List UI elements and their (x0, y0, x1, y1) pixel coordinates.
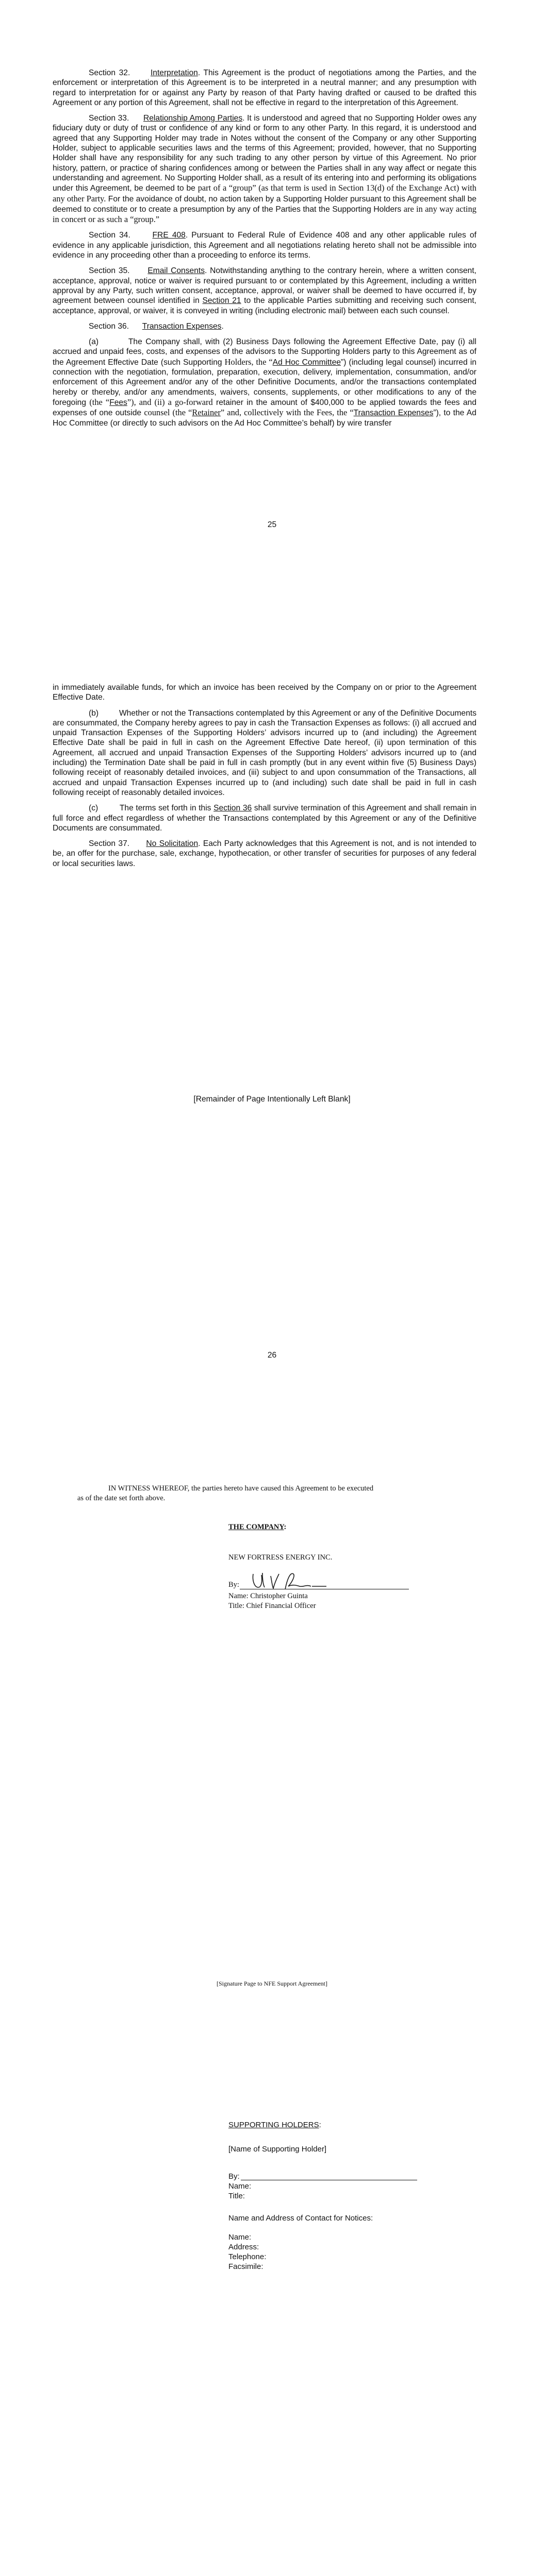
section-36-a-text-5: (the “ (89, 397, 110, 407)
section-32-body: . This Agreement is the product of negotiations among the Parties, and the enforcement or interpretation of this Agreement is to be interpreted in a neutral manner; and any presumption with regard to interpretation for or against any Party by reason of that Party having drafted or caused to be drafted this Agreement or any portion of this Agreement, shall not be effective in regard to the interpretation of this Agreement. (53, 69, 476, 107)
section-34-body: . Pursuant to Federal Rule of Evidence 408 and any other applicable rules of evidence in any applicable jurisdiction, this Agreement and all negotiations relating hereto shall not be admissible into evidence in any proceeding other than a proceeding to enforce its terms. (53, 231, 476, 260)
holder-name-label: Name: (228, 2182, 252, 2191)
supporting-holders-heading-text: SUPPORTING HOLDERS (228, 2121, 319, 2129)
section-33 (53, 113, 476, 225)
section-32-number: Section 32. (89, 69, 130, 77)
section-35-title: Email Consents (147, 266, 205, 276)
by-line (228, 1580, 445, 1591)
section-36: Section 36. Transaction Expenses. (89, 321, 224, 331)
section-37-number: Section 37. (89, 839, 130, 849)
contact-facsimile-label: Facsimile: (228, 2262, 263, 2271)
section-32 (53, 68, 476, 108)
section-36-b-body: Whether or not the Transactions contemplated by this Agreement or any of the Definitive Documents are consummated, the Company hereby agrees to pay in cash the Transaction Expenses as follows: (i) all accrued and unpaid Transaction Expenses of the Supporting Holders’ advisors incurred up to (and including) the Agreement Effective Date shall be paid in full in cash on the Agreement Effective Date hereof, (ii) upon termination of this Agreement, all accrued and unpaid Transaction Expenses of the Supporting Holders’ advisors incurred up to (and including) the Termination Date shall be paid in full in cash promptly (but in any event within five (5) Business Days) following receipt of reasonably detailed invoices, and (iii) subject to and upon consummation of the Transactions, all accrued and unpaid Transaction Expenses incurred up to (and including) such date shall be paid in full in cash following receipt of reasonably detailed invoices. (53, 708, 476, 797)
section-36-b (53, 708, 476, 798)
supporting-holders-signature-page (0, 2040, 544, 2576)
section-32-title: Interpretation (150, 69, 198, 77)
section-33-body-b: part of a “group” (as that term is used in Section 13(d) of the Exchange Act) with any other Party. (53, 183, 476, 204)
remainder-blank-note: [Remainder of Page Intentionally Left Blank] (193, 1095, 351, 1104)
section-36-a-text-1: The Company shall, with (2) Business Days following the Agreement Effective Date, pay (i) all accrued and unpaid fees, costs, and expenses of the advisors to the Supporting Holders party to this Agreement as of the Agreement Effective Date (such Supporting (53, 337, 476, 367)
defined-term-retainer: Retainer (192, 408, 221, 418)
section-37-body: . Each Party acknowledges that this Agreement is not, and is not intended to be, an offer for the purchase, sale, exchange, hypothecation, or other transfer of securities for purposes of any federal or local securities laws. (53, 839, 476, 868)
section-36-a-text-11: ” and, collectively with the Fees, the “ (220, 408, 354, 418)
section-36-a-text-8: retainer in the amount of $400,000 to be applied towards the fees and expenses of one outside (53, 398, 476, 418)
page-26-body (53, 683, 476, 874)
section-36-a-text-7: ”), and (ii) a go-forward (127, 397, 213, 407)
witness-line-2: as of the date set forth above. (77, 1494, 166, 1502)
signatory-title: Title: Chief Financial Officer (228, 1602, 316, 1610)
section-36-c-label: (c) (89, 804, 98, 813)
section-36-a-label: (a) (89, 337, 99, 347)
section-36-a-text-2: Holders, the “ (224, 357, 273, 367)
section-36-number: Section 36. (89, 321, 129, 331)
supporting-holders-heading (228, 2120, 445, 2130)
signature-page-footer: [Signature Page to NFE Support Agreement] (217, 1980, 327, 1987)
page-25 (0, 0, 544, 546)
section-35-body-a: . Notwithstanding anything to the contrary herein, where a written consent, acceptance, approval, notice or waiver is required pursuant to or contemplated by this Agreement, including a written approval by any Party, such written consent, acceptance, approval, or waiver shall be deemed to have occurred if, by agreement between counsel identified in (53, 266, 477, 306)
signatory-name: Name: Christopher Guinta (228, 1592, 308, 1600)
page-number: 25 (267, 520, 277, 529)
section-35-number: Section 35. (89, 266, 130, 276)
contact-name-label: Name: (228, 2233, 252, 2242)
holder-by-line (228, 2172, 445, 2181)
section-34-title: FRE 408 (152, 231, 186, 240)
section-36-reference: Section 36 (213, 804, 252, 813)
company-signature-block (228, 1522, 445, 1611)
company-heading-text: THE COMPANY (228, 1523, 284, 1531)
section-21-reference: Section 21 (202, 296, 241, 306)
section-33-body-a: . It is understood and agreed that no Supporting Holder owes any fiduciary duty or duty of trust or confidence of any kind or form to any other Party. In this regard, it is understood and agreed that any Supporting Holder may trade in Notes without the consent of the Company or any other Supporting Holder, subject to applicable securities laws and the terms of this Agreement; provided, however, that no Supporting Holder shall have any responsibility for any such trading to any other person by virtue of this Agreement. No prior history, pattern, or practice of sharing confidences among or between the Parties shall in any way affect or negate this understanding and agreement. No Supporting Holder shall, as a result of its entering into and performing its obligations under this Agreement, be deemed to be (53, 114, 476, 193)
holder-signature-block (228, 2120, 445, 2272)
section-36-a-continued: in immediately available funds, for which an invoice has been received by the Company on or prior to the Agreement Effective Date. (53, 683, 476, 702)
handwritten-signature (249, 1569, 352, 1592)
holder-title-label: Title: (228, 2192, 245, 2200)
company-heading (228, 1522, 445, 1532)
defined-term-fees: Fees (109, 398, 127, 407)
page-number: 26 (267, 1351, 277, 1360)
section-37 (53, 839, 476, 869)
section-36-title: Transaction Expenses (142, 321, 222, 331)
company-heading-colon: : (284, 1523, 287, 1531)
page-25-body (53, 68, 476, 434)
contact-heading: Name and Address of Contact for Notices: (228, 2214, 373, 2223)
section-35 (53, 266, 476, 315)
supporting-holders-heading-colon: : (319, 2121, 321, 2129)
by-label: By: (228, 1581, 239, 1589)
section-33-body-d: are in any way acting in concert or as such a “group.” (53, 204, 477, 225)
section-33-title: Relationship Among Parties (143, 114, 243, 123)
section-36-a-text-4: ”) (including legal counsel) incurred in connection with the negotiation, formulation, preparation, execution, delivery, implementation, consummation, and/or enforcement of this Agreement and/or any of the other Definitive Documents, and/or the transactions contemplated hereby or thereby, and/or any amendments, waivers, consents, supplements, or other modifications to any of the foregoing (53, 358, 476, 407)
section-36-a (53, 337, 476, 428)
section-36-a-text-9: counsel (the “ (144, 408, 192, 418)
contact-address-label: Address: (228, 2243, 259, 2251)
section-34 (53, 230, 476, 260)
witness-line-1: IN WITNESS WHEREOF, the parties hereto have caused this Agreement to be executed (108, 1484, 374, 1493)
company-name: NEW FORTRESS ENERGY INC. (228, 1553, 333, 1562)
page-26 (0, 546, 544, 1458)
company-signature-page (0, 1458, 544, 2040)
defined-term-transaction-expenses: Transaction Expenses (353, 409, 434, 418)
section-34-number: Section 34. (89, 231, 130, 240)
section-37-title: No Solicitation (146, 839, 199, 849)
contact-telephone-label: Telephone: (228, 2252, 267, 2261)
section-36-c-text-b: shall survive termination of this Agreement and shall remain in full force and effect regardless of whether the Transactions contemplated by this Agreement or any of the Definitive Documents are consummated. (53, 804, 476, 833)
defined-term-ad-hoc-committee: Ad Hoc Committee (272, 358, 341, 367)
holder-by-label: By: (228, 2172, 240, 2181)
section-33-body-c: For the avoidance of doubt, no action taken by a Supporting Holder pursuant to this Agreement shall be deemed to constitute or to create a presumption by any of the Parties that the Supporting Holders (53, 194, 477, 214)
section-36-b-label: (b) (89, 708, 99, 718)
holder-name-placeholder: [Name of Supporting Holder] (228, 2145, 327, 2154)
section-36-c-text-a: The terms set forth in this (119, 804, 214, 813)
section-35-body-b: to the applicable Parties submitting and receiving such consent, acceptance, approval, or waiver, it is conveyed in writing (including electronic mail) between each such counsel. (53, 296, 476, 315)
section-36-a-text-13: ”), to the Ad Hoc Committee (or directly to such advisors on the Ad Hoc Committee’s behalf) by wire transfer (53, 409, 476, 428)
witness-clause (77, 1484, 490, 1503)
section-36-c (53, 803, 476, 833)
section-33-number: Section 33. (89, 114, 129, 123)
